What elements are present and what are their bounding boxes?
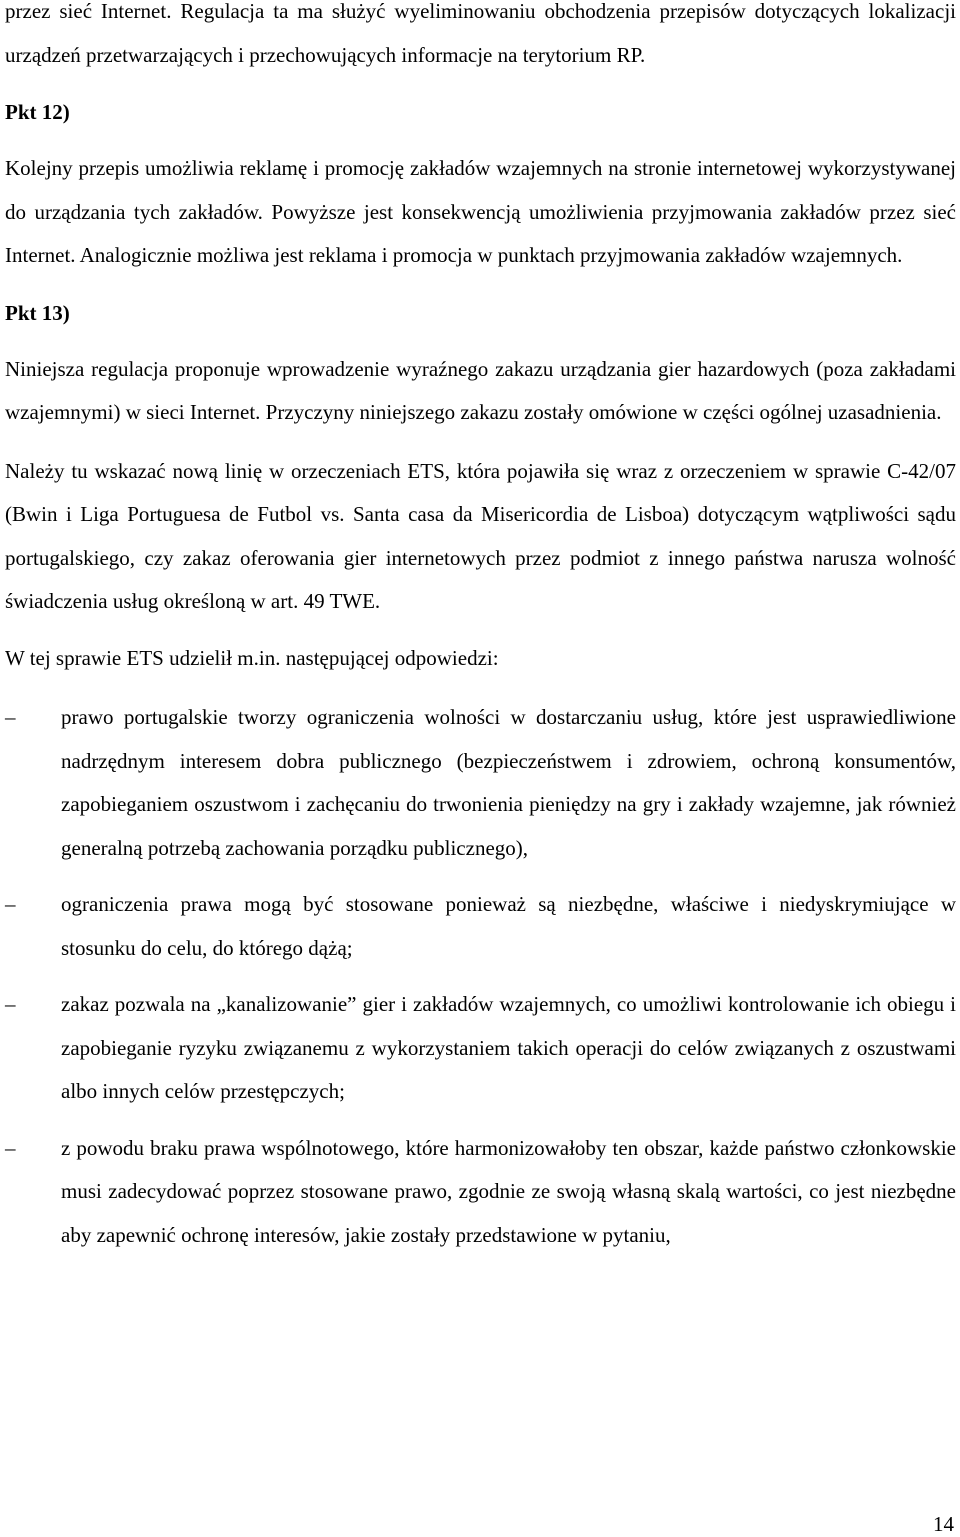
list-item	[5, 983, 956, 1114]
document-page	[5, 0, 956, 1270]
list-item-text: ograniczenia prawa mogą być stosowane ponieważ są niezbędne, właściwe i niedyskrymiujące w stosunku do celu, do którego dążą;	[61, 892, 956, 960]
dash-bullet-icon: –	[5, 1135, 16, 1160]
paragraph-pkt-12: Kolejny przepis umożliwia reklamę i promocję zakładów wzajemnych na stronie internetowej wykorzystywanej do urządzania tych zakładów. Powyższe jest konsekwencją umożliwienia przyjmowania zakładów przez sieć Internet. Analogicznie możliwa jest reklama i promocja w punktach przyjmowania zakładów wzajemnych.	[5, 156, 956, 267]
list-item	[5, 1127, 956, 1258]
paragraph-intro: przez sieć Internet. Regulacja ta ma służyć wyeliminowaniu obchodzenia przepisów dotyczących lokalizacji urządzeń przetwarzających i przechowujących informacje na terytorium RP.	[5, 0, 956, 67]
heading-pkt-13: Pkt 13)	[5, 300, 70, 325]
page-number: 14	[933, 1512, 954, 1536]
heading-pkt-12: Pkt 12)	[5, 100, 70, 124]
paragraph-answer-intro: W tej sprawie ETS udzielił m.in. następującej odpowiedzi:	[5, 645, 499, 670]
list-item-text: zakaz pozwala na „kanalizowanie” gier i zakładów wzajemnych, co umożliwi kontrolowanie ich obiegu i zapobieganie ryzyku związanemu z wykorzystaniem takich operacji do celów związanych z oszustwami albo innych celów przestępczych;	[61, 992, 956, 1103]
list-item-text: z powodu braku prawa wspólnotowego, które harmonizowałoby ten obszar, każde państwo członkowskie musi zadecydować poprzez stosowane prawo, zgodnie ze swoją własną skalą wartości, co jest niezbędne aby zapewnić ochronę interesów, jakie zostały przedstawione w pytaniu,	[61, 1135, 956, 1247]
paragraph-pkt-13: Niniejsza regulacja proponuje wprowadzenie wyraźnego zakazu urządzania gier hazardowych (poza zakładami wzajemnymi) w sieci Internet. Przyczyny niniejszego zakazu zostały omówione w części ogólnej uzasadnienia.	[5, 356, 956, 424]
ruling-points-list	[5, 696, 956, 1257]
dash-bullet-icon: –	[5, 705, 16, 729]
dash-bullet-icon: –	[5, 992, 16, 1016]
list-item-text: prawo portugalskie tworzy ograniczenia wolności w dostarczaniu usług, które jest usprawiedliwione nadrzędnym interesem dobra publicznego (bezpieczeństwem i zdrowiem, ochroną konsumentów, zapobieganiem oszustwom i zachęcaniu do trwonienia pieniędzy na gry i zakłady wzajemne, jak również generalną potrzebą zachowania porządku publicznego),	[61, 705, 956, 860]
list-item	[5, 883, 956, 970]
dash-bullet-icon: –	[5, 892, 16, 916]
list-item	[5, 696, 956, 870]
paragraph-ets-ruling: Należy tu wskazać nową linię w orzeczeniach ETS, która pojawiła się wraz z orzeczeniem w sprawie C-42/07 (Bwin i Liga Portuguesa de Futbol vs. Santa casa da Misericordia de Lisboa) dotyczącym wątpliwości sądu portugalskiego, czy zakaz oferowania gier internetowych przez podmiot z innego państwa narusza wolność świadczenia usług określoną w art. 49 TWE.	[5, 458, 956, 613]
